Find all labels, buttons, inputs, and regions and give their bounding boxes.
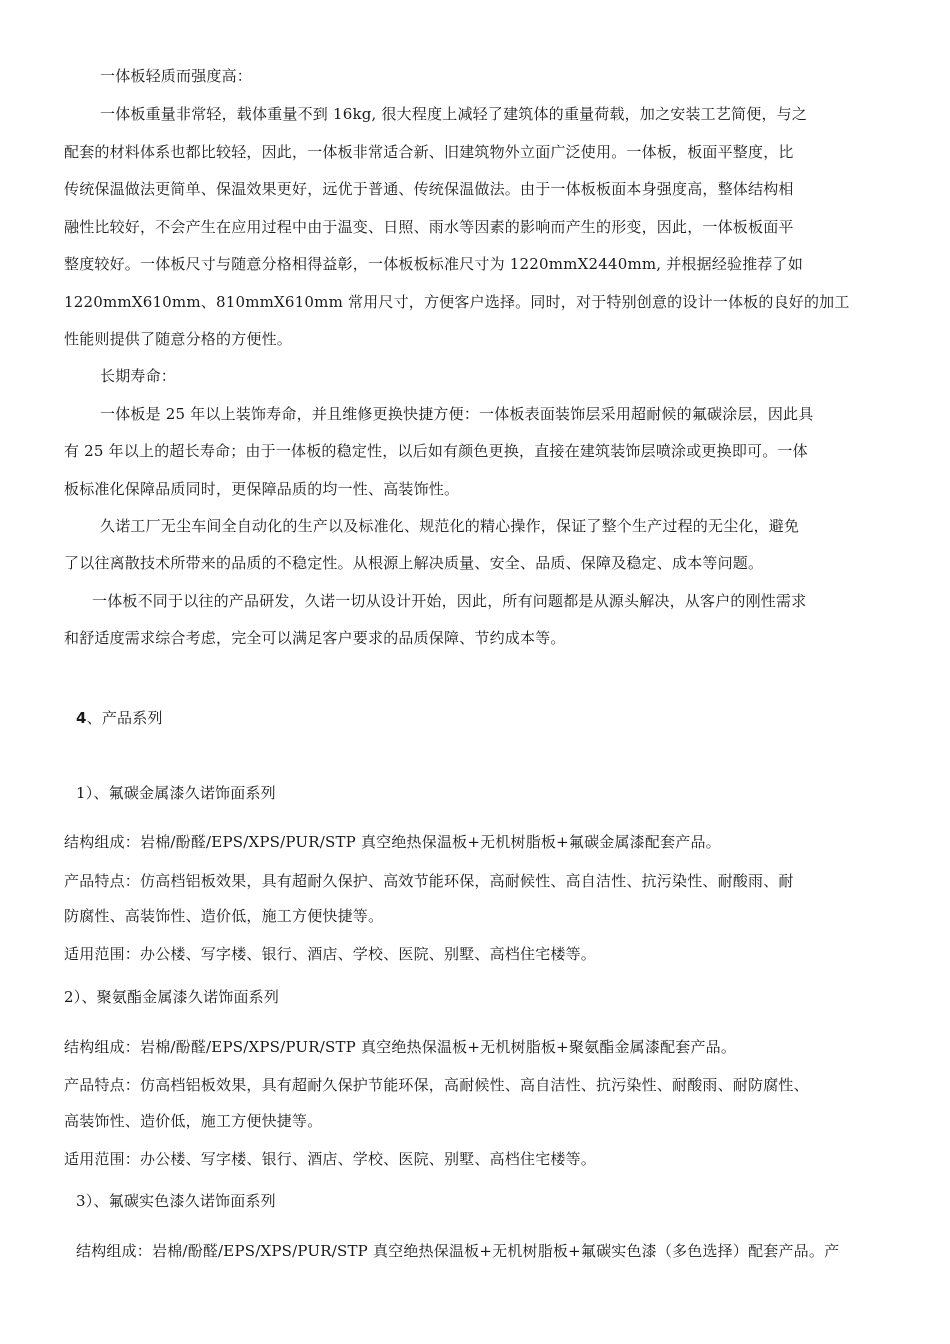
paragraph-line: 融性比较好，不会产生在应用过程中由于温变、日照、雨水等因素的影响而产生的形变，因此，一体板板面平: [64, 218, 794, 236]
products-heading-number: 4: [76, 709, 87, 727]
products-heading: [76, 708, 163, 728]
series-features: 高装饰性、造价低，施工方便快捷等。: [64, 1112, 323, 1130]
paragraph-line: 1220mmX610mm、810mmX610mm 常用尺寸，方便客户选择。同时，对于特别创意的设计一体板的良好的加工: [64, 293, 850, 311]
series-structure: 结构组成：岩棉/酚醛/EPS/XPS/PUR/STP 真空绝热保温板+无机树脂板+氟碳实色漆（多色选择）配套产品。产: [76, 1242, 840, 1260]
paragraph-line: 整度较好。一体板尺寸与随意分格相得益彰，一体板板标准尺寸为 1220mmX2440mm, 并根据经验推荐了如: [64, 255, 804, 273]
series-structure: 结构组成：岩棉/酚醛/EPS/XPS/PUR/STP 真空绝热保温板+无机树脂板+聚氨酯金属漆配套产品。: [64, 1038, 737, 1056]
paragraph-line: 一体板是 25 年以上装饰寿命，并且维修更换快捷方便：一体板表面装饰层采用超耐候的氟碳涂层，因此具: [100, 405, 814, 423]
series-scope: 适用范围：办公楼、写字楼、银行、酒店、学校、医院、别墅、高档住宅楼等。: [64, 1150, 597, 1168]
paragraph-line: 传统保温做法更简单、保温效果更好，远优于普通、传统保温做法。由于一体板板面本身强度高，整体结构相: [64, 180, 794, 198]
series-title: 2）、聚氨酯金属漆久诺饰面系列: [64, 988, 280, 1006]
products-heading-text: 、产品系列: [86, 709, 163, 727]
paragraph-line: 和舒适度需求综合考虑，完全可以满足客户要求的品质保障、节约成本等。: [64, 629, 566, 647]
series-features: 产品特点：仿高档铝板效果，具有超耐久保护节能环保，高耐候性、高自洁性、抗污染性、耐酸雨、耐防腐性、: [64, 1076, 809, 1094]
paragraph-line: 有 25 年以上的超长寿命；由于一体板的稳定性，以后如有颜色更换，直接在建筑装饰层喷涂或更换即可。一体: [64, 442, 808, 460]
section-heading-light: 一体板轻质而强度高：: [100, 67, 253, 85]
series-scope: 适用范围：办公楼、写字楼、银行、酒店、学校、医院、别墅、高档住宅楼等。: [64, 945, 597, 963]
paragraph-line: 性能则提供了随意分格的方便性。: [64, 330, 293, 348]
series-title: 1）、氟碳金属漆久诺饰面系列: [76, 784, 276, 802]
paragraph-line: 一体板不同于以往的产品研发，久诺一切从设计开始，因此，所有问题都是从源头解决，从客户的刚性需求: [92, 592, 807, 610]
series-structure: 结构组成：岩棉/酚醛/EPS/XPS/PUR/STP 真空绝热保温板+无机树脂板+氟碳金属漆配套产品。: [64, 833, 721, 851]
series-features: 产品特点：仿高档铝板效果，具有超耐久保护、高效节能环保，高耐候性、高自洁性、抗污染性、耐酸雨、耐: [64, 872, 794, 890]
paragraph-line: 一体板重量非常轻，载体重量不到 16kg, 很大程度上减轻了建筑体的重量荷载，加之安装工艺简便，与之: [100, 105, 808, 123]
paragraph-line: 了以往离散技术所带来的品质的不稳定性。从根源上解决质量、安全、品质、保障及稳定、成本等问题。: [64, 554, 764, 572]
section-heading-life: 长期寿命：: [100, 367, 177, 385]
series-title: 3）、氟碳实色漆久诺饰面系列: [76, 1192, 276, 1210]
paragraph-line: 板标准化保障品质同时，更保障品质的均一性、高装饰性。: [64, 480, 460, 498]
series-features: 防腐性、高装饰性、造价低，施工方便快捷等。: [64, 907, 384, 925]
paragraph-line: 久诺工厂无尘车间全自动化的生产以及标准化、规范化的精心操作，保证了整个生产过程的无尘化，避免: [100, 517, 800, 535]
paragraph-line: 配套的材料体系也都比较轻，因此，一体板非常适合新、旧建筑物外立面广泛使用。一体板，板面平整度，比: [64, 143, 794, 161]
